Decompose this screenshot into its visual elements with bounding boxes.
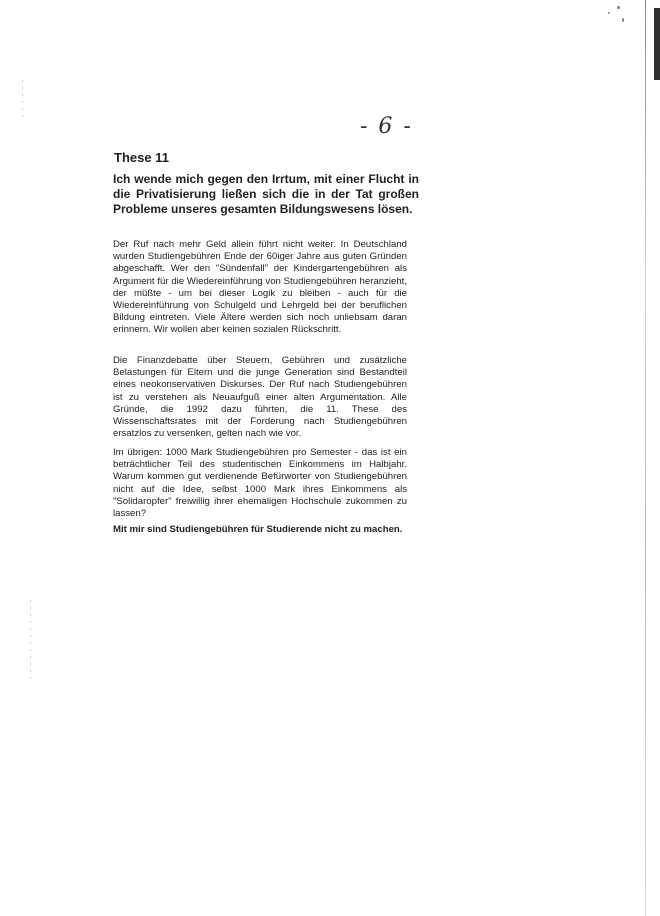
page-number: - 6 - — [360, 114, 413, 139]
scan-left-dots — [22, 80, 23, 120]
closing-statement: Mit mir sind Studiengebühren für Studierende nicht zu machen. — [113, 524, 403, 535]
scan-speck — [608, 12, 610, 14]
paragraph-1: Der Ruf nach mehr Geld allein führt nicht weiter. In Deutschland wurden Studiengebühren Ende der 60iger Jahre aus guten Gründen abgeschafft. Wer den "Sündenfall" der Kindergartengebühren als Argument für die Wiedereinführung von Studiengebühren heranzieht, der müßte - um bei dieser Logik zu bleiben - auch für die Wiedereinführung von Schulgeld und Lehrgeld bei der beruflichen Bildung eintreten. Viele Ältere werden sich noch unliebsam daran erinnern. Wir wollen aber keinen sozialen Rückschritt. — [113, 239, 407, 336]
paragraph-2: Die Finanzdebatte über Steuern, Gebühren und zusätzliche Belastungen für Eltern und die junge Generation sind Bestandteil eines neokonservativen Diskurses. Der Ruf nach Studiengebühren ist zu verstehen als Neuaufguß einer alten Argumentation. Alle Gründe, die 1992 dazu führten, die 11. These des Wissenschaftsrates mit der Forderung nach Studiengebühren ersatzlos zu versenken, gelten nach wie vor. — [113, 355, 407, 440]
scan-speck — [622, 18, 624, 22]
scan-left-dots — [30, 600, 31, 680]
scan-speck — [617, 6, 620, 9]
scan-edge-line — [645, 0, 646, 916]
paragraph-3: Im übrigen: 1000 Mark Studiengebühren pro Semester - das ist ein beträchtlicher Teil des studentischen Einkommens im Halbjahr. Warum kommen gut verdienende Befürworter von Studiengebühren nicht auf die Idee, selbst 1000 Mark ihres Einkommens als "Solidaropfer" freiwillig ihrer ehemaligen Hochschule zukommen zu lassen? — [113, 447, 407, 520]
these-lead-statement: Ich wende mich gegen den Irrtum, mit einer Flucht in die Privatisierung ließen sich die in der Tat großen Probleme unseres gesamten Bildungswesens lösen. — [113, 172, 419, 216]
these-heading: These 11 — [114, 150, 169, 165]
scan-edge-bar — [654, 8, 660, 80]
